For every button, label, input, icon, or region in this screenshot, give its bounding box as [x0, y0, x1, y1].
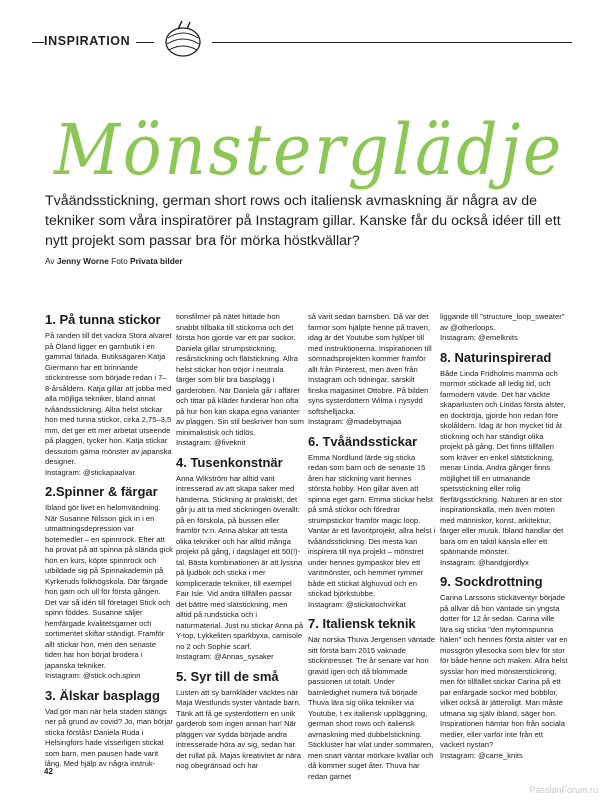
byline-author: Jenny Worne: [56, 256, 109, 266]
paragraph-1: På randen till det vackra Stora alvaret på Öland ligger en garnbutik i en gammal färlada. Butiksägaren Katja Giermann har ett brinnande stickintresse som började redan i 7–8-årsåldern. Katja gillar att jobba med alla möjliga tekniker, bland annat tvåändsstickning. Allra helst stickar hon med tunna stickor, cirka 2,75–3,5 mm, det ger ett mer arbetat utseende på plaggen, tycker hon. Katja stickar dessutom gärna mönster av japanska designer.: [45, 331, 172, 466]
byline-av: Av: [45, 256, 55, 266]
heading-4: 4. Tusenkonstnär: [176, 454, 283, 470]
column-1: [45, 312, 173, 770]
byline: [45, 256, 183, 266]
heading-6: 6. Tvåändsstickar: [308, 433, 418, 449]
instagram-1: Instagram: @stickapaalvar: [45, 467, 136, 477]
instagram-6: Instagram: @stickatochvirkat: [308, 599, 406, 609]
section-label: INSPIRATION: [44, 34, 136, 48]
instagram-2: Instagram: @stick.och.spinn: [45, 671, 141, 680]
yarn-ball-icon: [154, 20, 212, 60]
heading-7: 7. Italiensk teknik: [308, 616, 416, 631]
paragraph-3-cont: tionsfilmer på nätet hittade hon snabbt tillbaka till stickorna och det första hon gjorde var ett par sockor. Daniela gillar strumpstickning, resårstickning och flätstickning. Allra helst stickar hon tröjor i neutrala färger som blir bra basplagg i garderoben. När Daniela går i affärer och tittar på kläder funderar hon ofta på hur hon kan skapa egna varianter av plaggen. Sin stil beskriver hon som minimalistisk och tidlös.: [176, 312, 304, 437]
instagram-7: Instagram: @emelknits: [440, 333, 518, 342]
paragraph-9: Carina Larssons stickäventyr började på allvar då hon väntade sin yngsta dotter för 12 år sedan. Carina ville lära sig sticka "den mytomspunna hälen" och hennes första alster var en mossgrön yllesocka som blev för stor för både henne och maken. Allra helst sysslar hon med mönsterstickning, men för tillfället stickar Carina på ett par enfärgade sockor med bobblor, vilket också är jätteroligt. Man måste utmana sig själv ibland, säger hon. Inspirationen hämtar hon från sociala medier, eller varför inte från ett vackert nystan?: [440, 593, 568, 749]
page-title: [40, 88, 580, 198]
paragraph-4: Anna Wikström har alltid varit intresserad av att skapa saker med händerna. Stickning är praktiskt, det går ju att ta med stickningen överallt: på en förskola, på bussen eller framför tv:n. Anna älskar att testa olika tekniker och har alltid många projekt på gång, i dagsläget ett 50(!)-tal. Bästa kombinationen är att lyssna på ljudbok och sticka i mer komplicerade tekniker, till exempel Fair Isle. Vid andra tillfällen passar det bättre med slätstickning, men alltid på rundsticka och i naturmaterial. Just nu stickar Anna på Y-top, Lykkeliten sparkbyxa, camisole no 2 och Sophie scarf.: [176, 473, 304, 651]
byline-foto: Foto: [111, 256, 128, 266]
column-2: [176, 312, 304, 772]
instagram-4: Instagram: @Annas_sysaker: [176, 652, 274, 661]
column-3: [308, 312, 436, 782]
watermark: PassionForum.ru: [529, 785, 598, 795]
lead-paragraph: Tvåändsstickning, german short rows och italiensk avmaskning är några av de tekniker som våra inspiratörer på Instagram gillar. Kanske får du också idéer till ett nytt projekt som passar bra för mörka höstkvällar?: [45, 193, 561, 249]
paragraph-8: Både Linda Fridholms mamma och mormor stickade all ledig tid, och farmodern vävde. Det här väckte skaparlusten och Lindas första alster, en docktröja, gjorde hon redan före skolåldern. Idag är hon mycket tid åt stickning och har ständigt olika projekt på gång. Det finns tillfällen som kräver en enkel slätstickning, menar Linda. Andra gånger finns möjlighet till en utmanande spetsstickning eller rolig flerfärgsstickning. Naturen är en stor inspirationskälla, men även möten med människor, konst, arkitektur, färger eller musik. Ibland handlar det bara om en taktil känsla eller ett spännande mönster.: [440, 368, 566, 556]
heading-8: 8. Naturinspirerad: [440, 349, 552, 365]
paragraph-5-cont: så varit sedan barnsben. Då var det farmor som hjälpte henne på traven, idag är det Youtube som hjälper till med instruktionerna. Inspirationen till sömnadsprojekten kommer framför allt från Pinterest, men även från Instagram och tidningar, särskilt finska magasinet Ottobre. På bilden syns systerdottern Wilma i nysydd softshelljacka.: [308, 312, 432, 416]
paragraph-7: När norska Thuva Jergensen väntade sitt första barn 2015 vaknade stickintresset. Tre år senare var hon gravid igen och då blommade passionen ut totalt. Under barnledighet numera två började Thuva lära sig olika tekniker via Youtube, t ex italiensk uppläggning, german short rows och italiensk avmaskning med dubbelstickning. Stickluster har vilat under sommaren, men snart väntar mörkare kvällar och då kommer suget åter. Thuva har redan garnet: [308, 635, 435, 781]
instagram-9: Instagram: @carre_knits: [440, 750, 523, 760]
paragraph-3: Vad gör man när hela staden stängs ner på grund av covid? Jo, man börjar sticka förstås! Daniela Ruda i Helsingfors hade visserligen stickat som barn, men pausen hade varit lång. Med hjälp av några instruk-: [45, 706, 173, 768]
instagram-3: Instagram: @fiveknit: [176, 438, 246, 447]
byline-photos: Privata bilder: [130, 256, 183, 266]
instagram-5: Instagram: @madebymajaa: [308, 417, 402, 426]
heading-5: 5. Syr till de små: [176, 668, 279, 684]
section-header: [32, 22, 572, 58]
instagram-8: Instagram: @handgjordlyx: [440, 557, 529, 567]
page-number: 42: [44, 767, 53, 776]
heading-1: 1. På tunna stickor: [45, 312, 161, 327]
column-4: [440, 312, 568, 767]
paragraph-2: Ibland gör livet en helomvändning. När Susanne Nilsson gick in i en utmattningsdepression var botemedlet – en spinnrock. Efter att ha provat på att spinna på slända gick hon en kurs, köpte spinnrock och utbildade sig på Spinnakademin på Kyrkeruds folkhögskola. Där färgade hon garn och ull för första gången. Det var så idén till företaget Stick och spinn föddes. Susanne säljer hemfärgade kvalitetsgarner och sortimentet skiftar ständigt. Framför allt stickar hon, men den senaste tiden har hon börjat brodera i japanska tekniker.: [45, 503, 173, 670]
heading-2: 2.Spinner & färgar: [45, 484, 158, 499]
paragraph-7-cont: liggande till "structure_loop_sweater" av @otherloops.: [440, 312, 565, 332]
heading-9: 9. Sockdrottning: [440, 574, 543, 589]
paragraph-6: Emma Nordlund lärde sig sticka redan som barn och de senaste 15 åren har stickning varit hennes största hobby. Hon gillar även att spinna eget garn. Emma stickar helst på små stickor och föredrar strumpstickor framför magic loop. Vantar är ett favoritprojekt, allra helst i tvåändsstickning. Det mesta kan inspirera till nya projekt – mönstret under hennes gympaskor blev ett vantmönster, och hemmet rymmer både ett stickat älghuvud och en stickad björkstubbe.: [308, 452, 436, 598]
heading-3: 3. Älskar basplagg: [45, 687, 160, 703]
page-title-text: Mönsterglädje: [52, 109, 565, 191]
paragraph-5: Lusten att sy barnkläder väcktes när Maja Westlunds syster väntade barn. Tänk att få ge systerdottern en unik garderob som ingen annan har! När pläggen var sydda började andra intresserade höra av sig, sedan har det rullat på. Majas kreativitet är nära nog obegränsad och har: [176, 687, 301, 770]
